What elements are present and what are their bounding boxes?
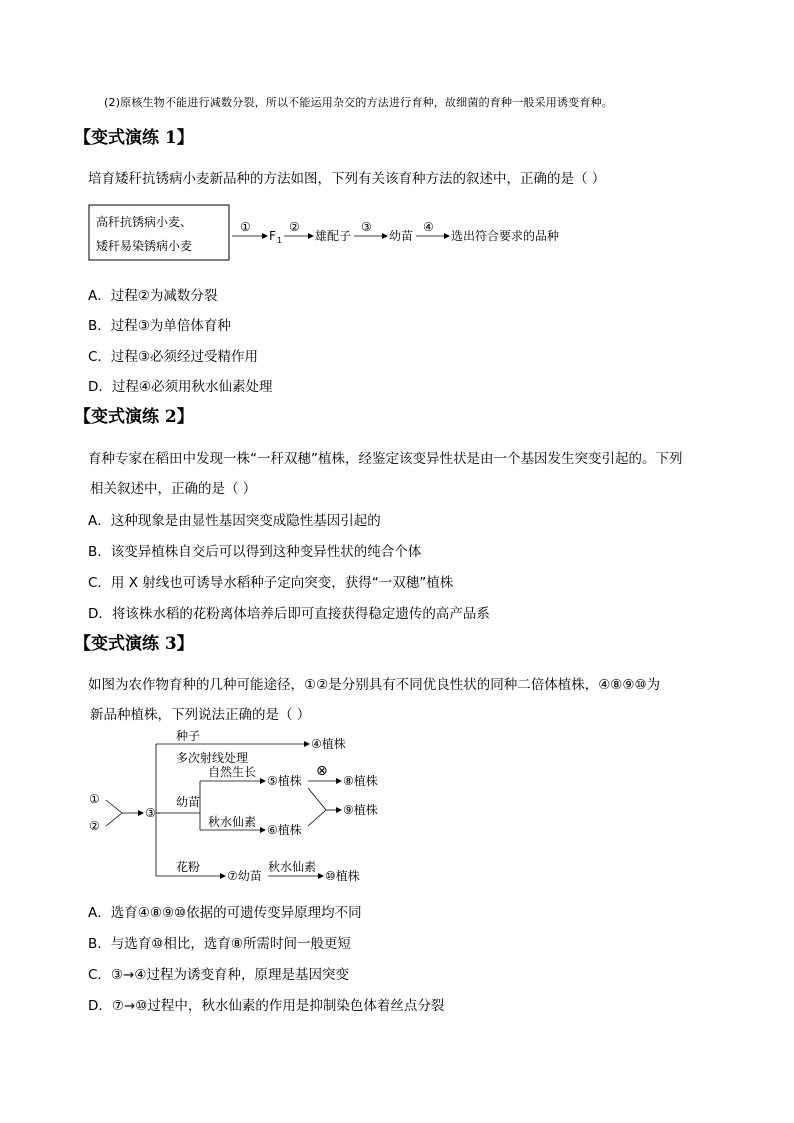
natural-growth-label: 自然生长 <box>208 765 257 779</box>
section-title-2: 【变式演练 2】 <box>74 407 194 427</box>
arrow-1-head <box>262 233 268 239</box>
q1-option-c: C．过程③必须经过受精作用 <box>88 349 259 365</box>
gamete-label: 雄配子 <box>315 229 352 243</box>
parent-1: ① <box>89 792 100 806</box>
question-1-stem: 培育矮秆抗锈病小麦新品种的方法如图，下列有关该育种方法的叙述中，正确的是（ ） <box>88 171 606 187</box>
merge-line-lower <box>308 810 326 826</box>
q2-option-b: B．该变异植株自交后可以得到这种变异性状的纯合个体 <box>88 544 422 560</box>
parent-line-1 <box>106 800 122 813</box>
box-line-2: 矮秆易染锈病小麦 <box>96 239 193 253</box>
q3-option-a: A．选育④⑧⑨⑩依据的可遗传变异原理均不同 <box>88 905 362 921</box>
step-4-label: ④ <box>423 220 434 234</box>
self-cross-symbol: ⊗ <box>316 763 328 779</box>
plant-6: ⑥植株 <box>267 823 302 837</box>
colchicine-arrow-head-1 <box>260 827 266 833</box>
colchicine-arrow-head-2 <box>318 873 324 879</box>
colchicine-label-1: 秋水仙素 <box>208 815 257 829</box>
box-line-1: 高秆抗锈病小麦、 <box>96 215 193 229</box>
arrow-3-head <box>382 233 388 239</box>
pollen-arrow-head <box>220 873 226 879</box>
section-title-1: 【变式演练 1】 <box>74 128 194 148</box>
q1-option-d: D．过程④必须用秋水仙素处理 <box>88 379 273 395</box>
breeding-pathways-diagram <box>82 726 402 892</box>
q3-option-c: C．③→④过程为诱变育种，原理是基因突变 <box>88 967 349 983</box>
seedling-7: ⑦幼苗 <box>227 869 262 883</box>
q2-option-c: C．用 X 射线也可诱导水稻种子定向突变，获得“一双穗”植株 <box>88 575 454 591</box>
cross-arrow-head <box>138 810 144 816</box>
self-arrow-head <box>336 778 342 784</box>
pollen-label: 花粉 <box>176 860 201 874</box>
colchicine-label-2: 秋水仙素 <box>268 860 317 874</box>
seedling-label: 幼苗 <box>176 795 201 809</box>
breeding-flow-diagram-1 <box>80 198 600 268</box>
natural-arrow-head <box>260 778 266 784</box>
f1-label: F <box>269 229 276 243</box>
section-title-3: 【变式演练 3】 <box>74 634 194 654</box>
merge-line-upper <box>308 788 326 810</box>
question-2-stem-line-1: 育种专家在稻田中发现一株“一秆双穗”植株，经鉴定该变异性状是由一个基因发生突变引起的。下列 <box>88 451 683 467</box>
q2-option-d: D．将该株水稻的花粉离体培养后即可直接获得稳定遗传的高产品系 <box>88 606 490 622</box>
step-2-label: ② <box>289 220 300 234</box>
arrow-4-head <box>444 233 450 239</box>
q1-option-a: A．过程②为减数分裂 <box>88 288 218 304</box>
arrow-2-head <box>308 233 314 239</box>
plant-4: ④植株 <box>311 737 346 751</box>
q1-option-b: B．过程③为单倍体育种 <box>88 318 231 334</box>
f1-subscript: 1 <box>277 236 283 245</box>
plant-5: ⑤植株 <box>267 774 302 788</box>
question-3-stem-line-1: 如图为农作物育种的几种可能途径，①②是分别具有不同优良性状的同种二倍体植株，④⑧⑨⑩为 <box>88 677 661 693</box>
seedling-label: 幼苗 <box>389 229 414 243</box>
question-2-stem-line-2: 相关叙述中，正确的是（ ） <box>90 481 257 497</box>
step-1-label: ① <box>240 220 251 234</box>
q3-option-d: D．⑦→⑩过程中，秋水仙素的作用是抑制染色体着丝点分裂 <box>88 998 445 1014</box>
parent-2: ② <box>89 819 100 833</box>
q2-option-a: A．这种现象是由显性基因突变成隐性基因引起的 <box>88 513 381 529</box>
question-3-stem-line-2: 新品种植株，下列说法正确的是（ ） <box>90 707 311 723</box>
q3-option-b: B．与选育⑩相比，选育⑧所需时间一般更短 <box>88 936 351 952</box>
radiation-label: 多次射线处理 <box>176 751 249 765</box>
plant-8: ⑧植株 <box>343 774 378 788</box>
plant-10: ⑩植株 <box>325 869 360 883</box>
seed-label: 种子 <box>176 729 201 743</box>
merge-arrow-head <box>336 807 342 813</box>
top-note: (2)原核生物不能进行减数分裂，所以不能运用杂交的方法进行育种，故细菌的育种一般采用诱变育种。 <box>104 96 613 109</box>
step-3-label: ③ <box>361 220 372 234</box>
parent-line-2 <box>106 813 122 826</box>
plant-9: ⑨植株 <box>343 803 378 817</box>
hybrid-3: ③ <box>145 806 156 820</box>
branch-seed-arrow-head <box>304 741 310 747</box>
result-label: 选出符合要求的品种 <box>451 229 560 243</box>
